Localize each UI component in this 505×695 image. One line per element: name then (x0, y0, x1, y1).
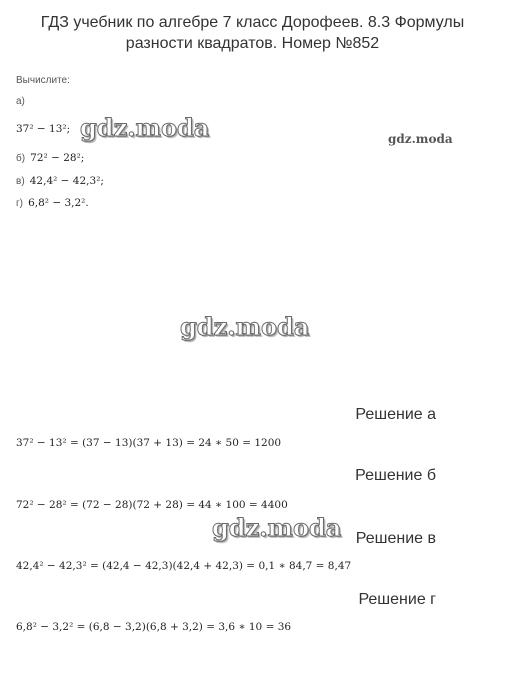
page-title-line2: разности квадратов. Номер №852 (125, 35, 380, 52)
task-c-label: в) (16, 176, 25, 187)
task-d-label: г) (16, 198, 23, 209)
solution-b-heading: Решение б (355, 467, 436, 484)
solution-a-text: 37² − 13² = (37 − 13)(37 + 13) = 24 ∗ 50 = 1200 (16, 437, 282, 449)
task-a-expression: 37² − 13²; (16, 123, 71, 135)
task-intro: Вычислите: (16, 75, 70, 86)
watermark-bottom: gdz.moda (212, 513, 342, 542)
task-b-row (16, 146, 84, 165)
watermark-middle: gdz.moda (180, 312, 310, 341)
solution-d-heading: Решение г (358, 591, 436, 608)
task-b-expression: 72² − 28²; (30, 152, 85, 164)
task-d-row (16, 191, 89, 210)
page-title-line1: ГДЗ учебник по алгебре 7 класс Дорофеев. 8.3 Формулы (40, 14, 465, 31)
watermark-top: gdz.moda (80, 113, 210, 142)
solution-c-text: 42,4² − 42,3² = (42,4 − 42,3)(42,4 + 42,3) = 0,1 ∗ 84,7 = 8,47 (16, 560, 352, 572)
watermark-small: gdz.moda (388, 132, 453, 146)
task-c-row (16, 169, 104, 188)
solution-d-text: 6,8² − 3,2² = (6,8 − 3,2)(6,8 + 3,2) = 3,6 ∗ 10 = 36 (16, 621, 292, 633)
solution-c-heading: Решение в (355, 530, 436, 547)
solution-a-heading: Решение а (355, 406, 436, 423)
page-title (0, 12, 505, 54)
task-b-label: б) (16, 153, 26, 164)
task-d-expression: 6,8² − 3,2². (28, 197, 89, 209)
task-a-label: а) (16, 96, 25, 107)
task-c-expression: 42,4² − 42,3²; (29, 175, 104, 187)
solution-b-text: 72² − 28² = (72 − 28)(72 + 28) = 44 ∗ 100 = 4400 (16, 499, 288, 511)
